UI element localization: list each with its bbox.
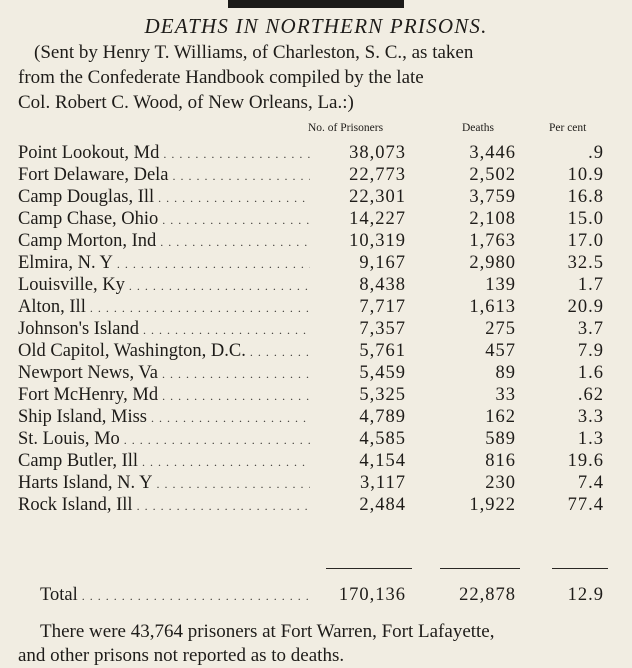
- prisoner-count: 9,167: [359, 253, 406, 273]
- table-row: [0, 362, 632, 384]
- prisoner-count: 10,319: [349, 231, 406, 251]
- intro-paragraph: [18, 40, 608, 115]
- prison-name: Rock Island, Ill . . .: [18, 494, 310, 517]
- table-row: [0, 450, 632, 472]
- total-deaths: 22,878: [459, 585, 516, 605]
- column-header-prisoners: No. of Prisoners: [308, 122, 384, 134]
- death-percent: 1.3: [577, 429, 604, 449]
- death-percent: 77.4: [567, 495, 604, 515]
- total-row: [0, 584, 632, 606]
- prison-name: Louisville, Ky . . .: [18, 274, 310, 297]
- death-percent: 20.9: [567, 297, 604, 317]
- footer-line: There were 43,764 prisoners at Fort Warren, Fort Lafayette,: [40, 621, 495, 642]
- death-count: 275: [485, 319, 516, 339]
- death-count: 2,502: [469, 165, 516, 185]
- prisoner-count: 22,773: [349, 165, 406, 185]
- death-count: 89: [495, 363, 516, 383]
- death-percent: 16.8: [567, 187, 604, 207]
- death-count: 1,763: [469, 231, 516, 251]
- prisoner-count: 7,357: [359, 319, 406, 339]
- table-row: [0, 340, 632, 362]
- death-count: 162: [485, 407, 516, 427]
- table-row: [0, 318, 632, 340]
- prisoner-count: 3,117: [360, 473, 406, 493]
- column-header-deaths: Deaths: [462, 122, 494, 134]
- death-percent: 1.7: [577, 275, 604, 295]
- prisoner-count: 7,717: [359, 297, 406, 317]
- prisoner-count: 38,073: [349, 143, 406, 163]
- death-count: 2,980: [469, 253, 516, 273]
- death-count: 1,922: [469, 495, 516, 515]
- table-row: [0, 142, 632, 164]
- page-title: DEATHS IN NORTHERN PRISONS.: [144, 14, 488, 38]
- table-row: [0, 428, 632, 450]
- death-count: 3,446: [469, 143, 516, 163]
- death-count: 139: [485, 275, 516, 295]
- death-count: 230: [485, 473, 516, 493]
- table-row: [0, 208, 632, 230]
- total-prisoners: 170,136: [338, 585, 406, 605]
- prisoner-count: 8,438: [359, 275, 406, 295]
- death-percent: 10.9: [567, 165, 604, 185]
- prison-name: Elmira, N. Y . . .: [18, 252, 310, 275]
- footer-note: [18, 620, 608, 668]
- prison-name: St. Louis, Mo . . .: [18, 428, 310, 451]
- total-rule-prisoners: [326, 568, 412, 569]
- death-count: 457: [485, 341, 516, 361]
- table-header: [0, 122, 632, 138]
- death-percent: 19.6: [567, 451, 604, 471]
- table-row: [0, 274, 632, 296]
- death-percent: 1.6: [577, 363, 604, 383]
- death-percent: 7.4: [577, 473, 604, 493]
- intro-line: (Sent by Henry T. Williams, of Charleston, S. C., as taken: [34, 42, 474, 63]
- table-row: [0, 472, 632, 494]
- prisoner-count: 2,484: [359, 495, 406, 515]
- death-percent: 32.5: [567, 253, 604, 273]
- prisoner-count: 5,459: [359, 363, 406, 383]
- prison-name: Point Lookout, Md . . .: [18, 142, 310, 165]
- table-row: [0, 252, 632, 274]
- prisoner-count: 4,585: [359, 429, 406, 449]
- death-count: 589: [485, 429, 516, 449]
- prisoner-count: 5,761: [359, 341, 406, 361]
- prison-table: [0, 142, 632, 516]
- table-row: [0, 186, 632, 208]
- death-percent: 3.3: [577, 407, 604, 427]
- prison-name: Fort McHenry, Md . . .: [18, 384, 310, 407]
- death-count: 2,108: [469, 209, 516, 229]
- prison-name: Camp Butler, Ill . . .: [18, 450, 310, 473]
- prison-name: Fort Delaware, Dela . . .: [18, 164, 310, 187]
- table-row: [0, 230, 632, 252]
- prisoner-count: 4,789: [359, 407, 406, 427]
- death-count: 816: [485, 451, 516, 471]
- death-count: 1,613: [469, 297, 516, 317]
- total-rule-deaths: [440, 568, 520, 569]
- prisoner-count: 22,301: [349, 187, 406, 207]
- table-row: [0, 164, 632, 186]
- prisoner-count: 14,227: [349, 209, 406, 229]
- death-count: 3,759: [469, 187, 516, 207]
- prison-name: Alton, Ill . . .: [18, 296, 310, 319]
- death-percent: 3.7: [577, 319, 604, 339]
- intro-line: from the Confederate Handbook compiled by the late: [18, 67, 424, 88]
- total-label: Total . . .: [40, 584, 310, 607]
- intro-line: Col. Robert C. Wood, of New Orleans, La.:): [18, 92, 354, 113]
- table-row: [0, 296, 632, 318]
- prison-name: Johnson's Island . . .: [18, 318, 310, 341]
- table-row: [0, 406, 632, 428]
- death-count: 33: [495, 385, 516, 405]
- prison-name: Newport News, Va . . .: [18, 362, 310, 385]
- decorative-top-bar: [228, 0, 404, 8]
- death-percent: 17.0: [567, 231, 604, 251]
- death-percent: .62: [577, 385, 604, 405]
- death-percent: 7.9: [577, 341, 604, 361]
- death-percent: .9: [588, 143, 604, 163]
- death-percent: 15.0: [567, 209, 604, 229]
- prison-name: Harts Island, N. Y . . .: [18, 472, 310, 495]
- prison-name: Camp Morton, Ind . . .: [18, 230, 310, 253]
- footer-line: and other prisons not reported as to deaths.: [18, 645, 345, 666]
- prisoner-count: 4,154: [359, 451, 406, 471]
- prison-name: Ship Island, Miss . . .: [18, 406, 310, 429]
- column-header-percent: Per cent: [549, 122, 587, 134]
- prison-name: Camp Chase, Ohio . . .: [18, 208, 310, 231]
- total-rule-percent: [552, 568, 608, 569]
- prison-name: Old Capitol, Washington, D.C. . . .: [18, 340, 310, 363]
- table-row: [0, 494, 632, 516]
- table-row: [0, 384, 632, 406]
- prison-name: Camp Douglas, Ill . . .: [18, 186, 310, 209]
- total-percent: 12.9: [567, 585, 604, 605]
- prisoner-count: 5,325: [359, 385, 406, 405]
